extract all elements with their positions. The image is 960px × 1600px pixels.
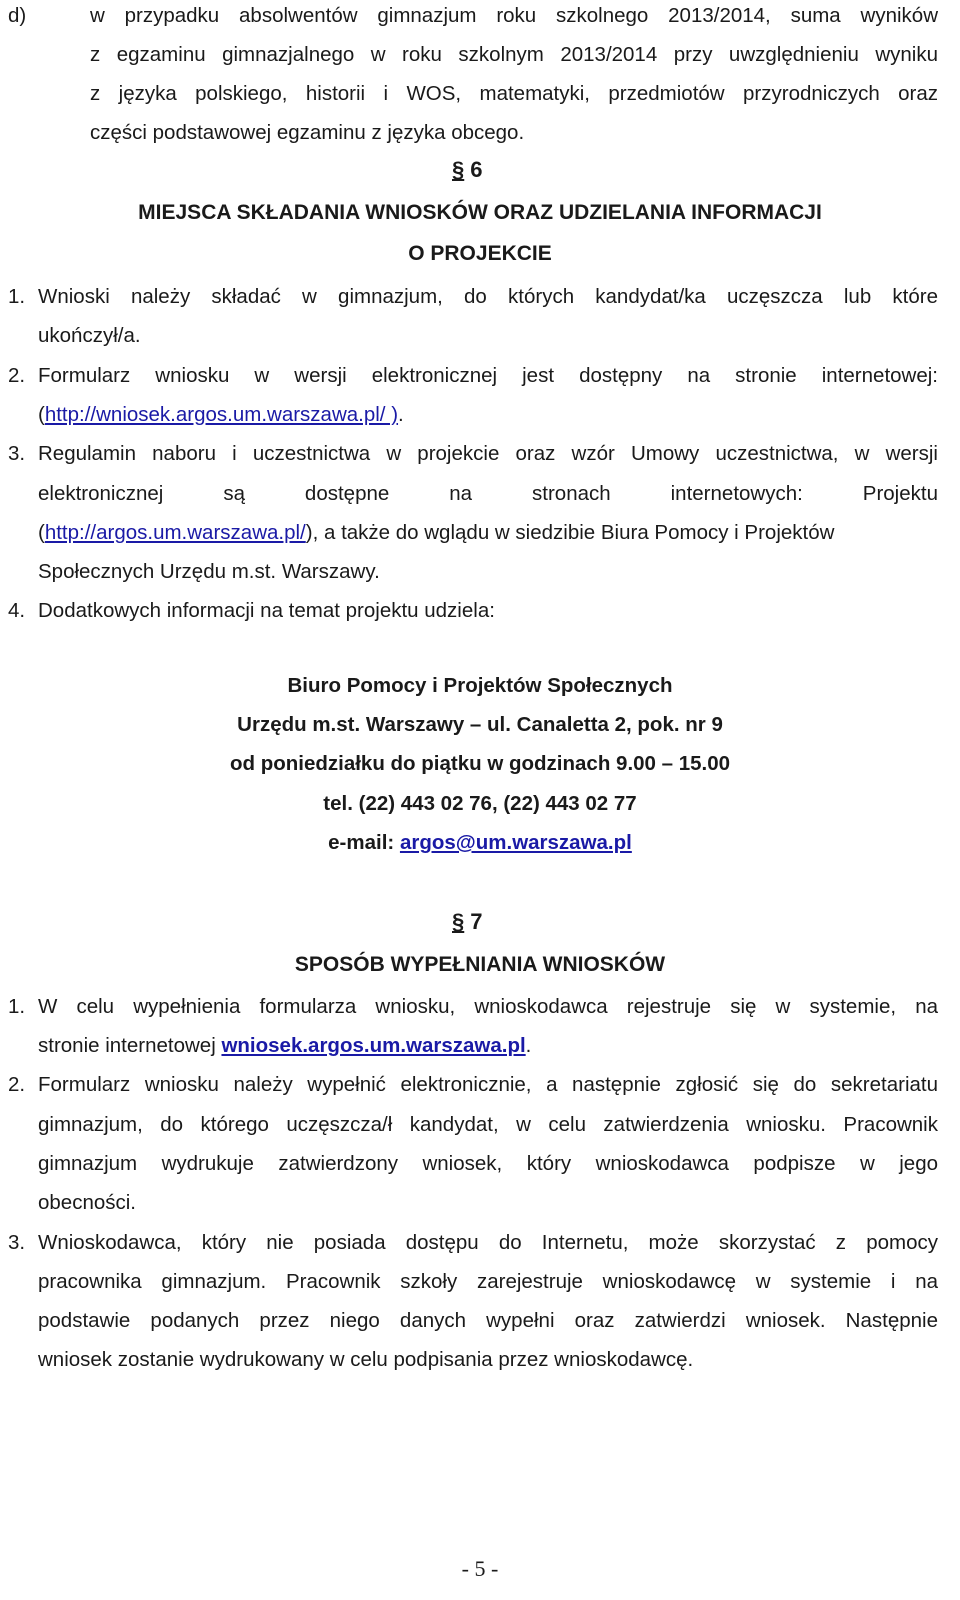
- section-number: 6: [470, 157, 483, 182]
- list-item-text: Wnioskodawca, który nie posiada dostępu do Internetu, może skorzystać z pomocy: [38, 1231, 938, 1254]
- section-6-title: MIEJSCA SKŁADANIA WNIOSKÓW ORAZ UDZIELANIA INFORMACJI: [138, 201, 822, 224]
- section-symbol: §: [452, 157, 465, 182]
- list-number: 3.: [8, 1231, 26, 1254]
- list-item-text: W celu wypełnienia formularza wniosku, wnioskodawca rejestruje się w systemie, na: [38, 995, 938, 1018]
- item-d-line: w przypadku absolwentów gimnazjum roku szkolnego 2013/2014, suma wyników: [90, 4, 938, 27]
- section-symbol: §: [452, 909, 465, 934]
- list-item-text: [38, 521, 938, 545]
- period: .: [398, 403, 404, 426]
- paren: (: [38, 521, 45, 544]
- list-item-text: gimnazjum wydrukuje zatwierdzony wniosek, który wnioskodawca podpisze w jego: [38, 1152, 938, 1175]
- list-number: 1.: [8, 995, 26, 1018]
- argos-url-link[interactable]: http://argos.um.warszawa.pl/: [44, 521, 306, 544]
- section-7-heading: [452, 910, 483, 934]
- section-number: 7: [470, 909, 483, 934]
- list-item-text: obecności.: [38, 1191, 137, 1214]
- list-item-text: Wnioski należy składać w gimnazjum, do których kandydat/ka uczęszcza lub które: [38, 285, 938, 308]
- list-item-text: podstawie podanych przez niego danych wypełni oraz zatwierdzi wniosek. Następnie: [38, 1309, 938, 1332]
- list-item-text: wniosek zostanie wydrukowany w celu podpisania przez wnioskodawcę.: [38, 1348, 694, 1371]
- list-item-text: pracownika gimnazjum. Pracownik szkoły zarejestruje wnioskodawcę w systemie i na: [38, 1270, 938, 1293]
- item-d-line: z egzaminu gimnazjalnego w roku szkolnym 2013/2014 przy uwzględnieniu wyniku: [90, 43, 938, 66]
- list-item-text: Formularz wniosku w wersji elektronicznej jest dostępny na stronie internetowej:: [38, 364, 938, 387]
- email-label: e-mail:: [328, 831, 400, 854]
- section-7-title: SPOSÓB WYPEŁNIANIA WNIOSKÓW: [294, 953, 666, 976]
- list-number: 2.: [8, 1073, 26, 1096]
- list-item-text: Regulamin naboru i uczestnictwa w projekcie oraz wzór Umowy uczestnictwa, w wersji: [38, 442, 938, 465]
- list-number: 3.: [8, 442, 26, 465]
- period: .: [525, 1034, 532, 1057]
- list-item-text: ukończył/a.: [38, 324, 141, 347]
- list-item-text: Formularz wniosku należy wypełnić elektronicznie, a następnie zgłosić się do sekretariatu: [38, 1073, 938, 1096]
- contact-hours: od poniedziałku do piątku w godzinach 9.00 – 15.00: [229, 752, 731, 775]
- paren: (: [38, 403, 45, 426]
- list-item-text: [38, 1034, 531, 1058]
- list-number: 1.: [8, 285, 26, 308]
- page-number: - 5 -: [461, 1556, 499, 1581]
- contact-phone: tel. (22) 443 02 76, (22) 443 02 77: [323, 792, 637, 815]
- item-d-line: części podstawowej egzaminu z języka obcego.: [90, 121, 525, 144]
- list-item-text-rest: ), a także do wglądu w siedzibie Biura Pomocy i Projektów: [305, 521, 835, 544]
- section-6-subtitle: O PROJEKCIE: [408, 242, 552, 265]
- list-item-text-pre: stronie internetowej: [38, 1034, 222, 1057]
- wniosek-domain-link[interactable]: wniosek.argos.um.warszawa.pl: [221, 1034, 526, 1057]
- section-6-heading: [452, 158, 483, 182]
- list-item-text: Dodatkowych informacji na temat projektu udziela:: [38, 599, 495, 622]
- contact-email: [0, 831, 960, 855]
- contact-address: Urzędu m.st. Warszawy – ul. Canaletta 2, pok. nr 9: [237, 713, 723, 736]
- item-d-label: d): [8, 4, 27, 27]
- list-item-text: gimnazjum, do którego uczęszcza/ł kandydat, w celu zatwierdzenia wniosku. Pracownik: [38, 1113, 938, 1136]
- list-number: 4.: [8, 599, 26, 622]
- list-item-text: Społecznych Urzędu m.st. Warszawy.: [38, 560, 380, 583]
- contact-office: Biuro Pomocy i Projektów Społecznych: [287, 674, 673, 697]
- list-item-text: [38, 403, 404, 427]
- email-link[interactable]: argos@um.warszawa.pl: [399, 831, 632, 854]
- list-item-text: elektronicznej są dostępne na stronach internetowych: Projektu: [38, 482, 938, 505]
- wniosek-url-link[interactable]: http://wniosek.argos.um.warszawa.pl/ ): [44, 403, 399, 426]
- item-d-line: z języka polskiego, historii i WOS, matematyki, przedmiotów przyrodniczych oraz: [90, 82, 938, 105]
- list-number: 2.: [8, 364, 26, 387]
